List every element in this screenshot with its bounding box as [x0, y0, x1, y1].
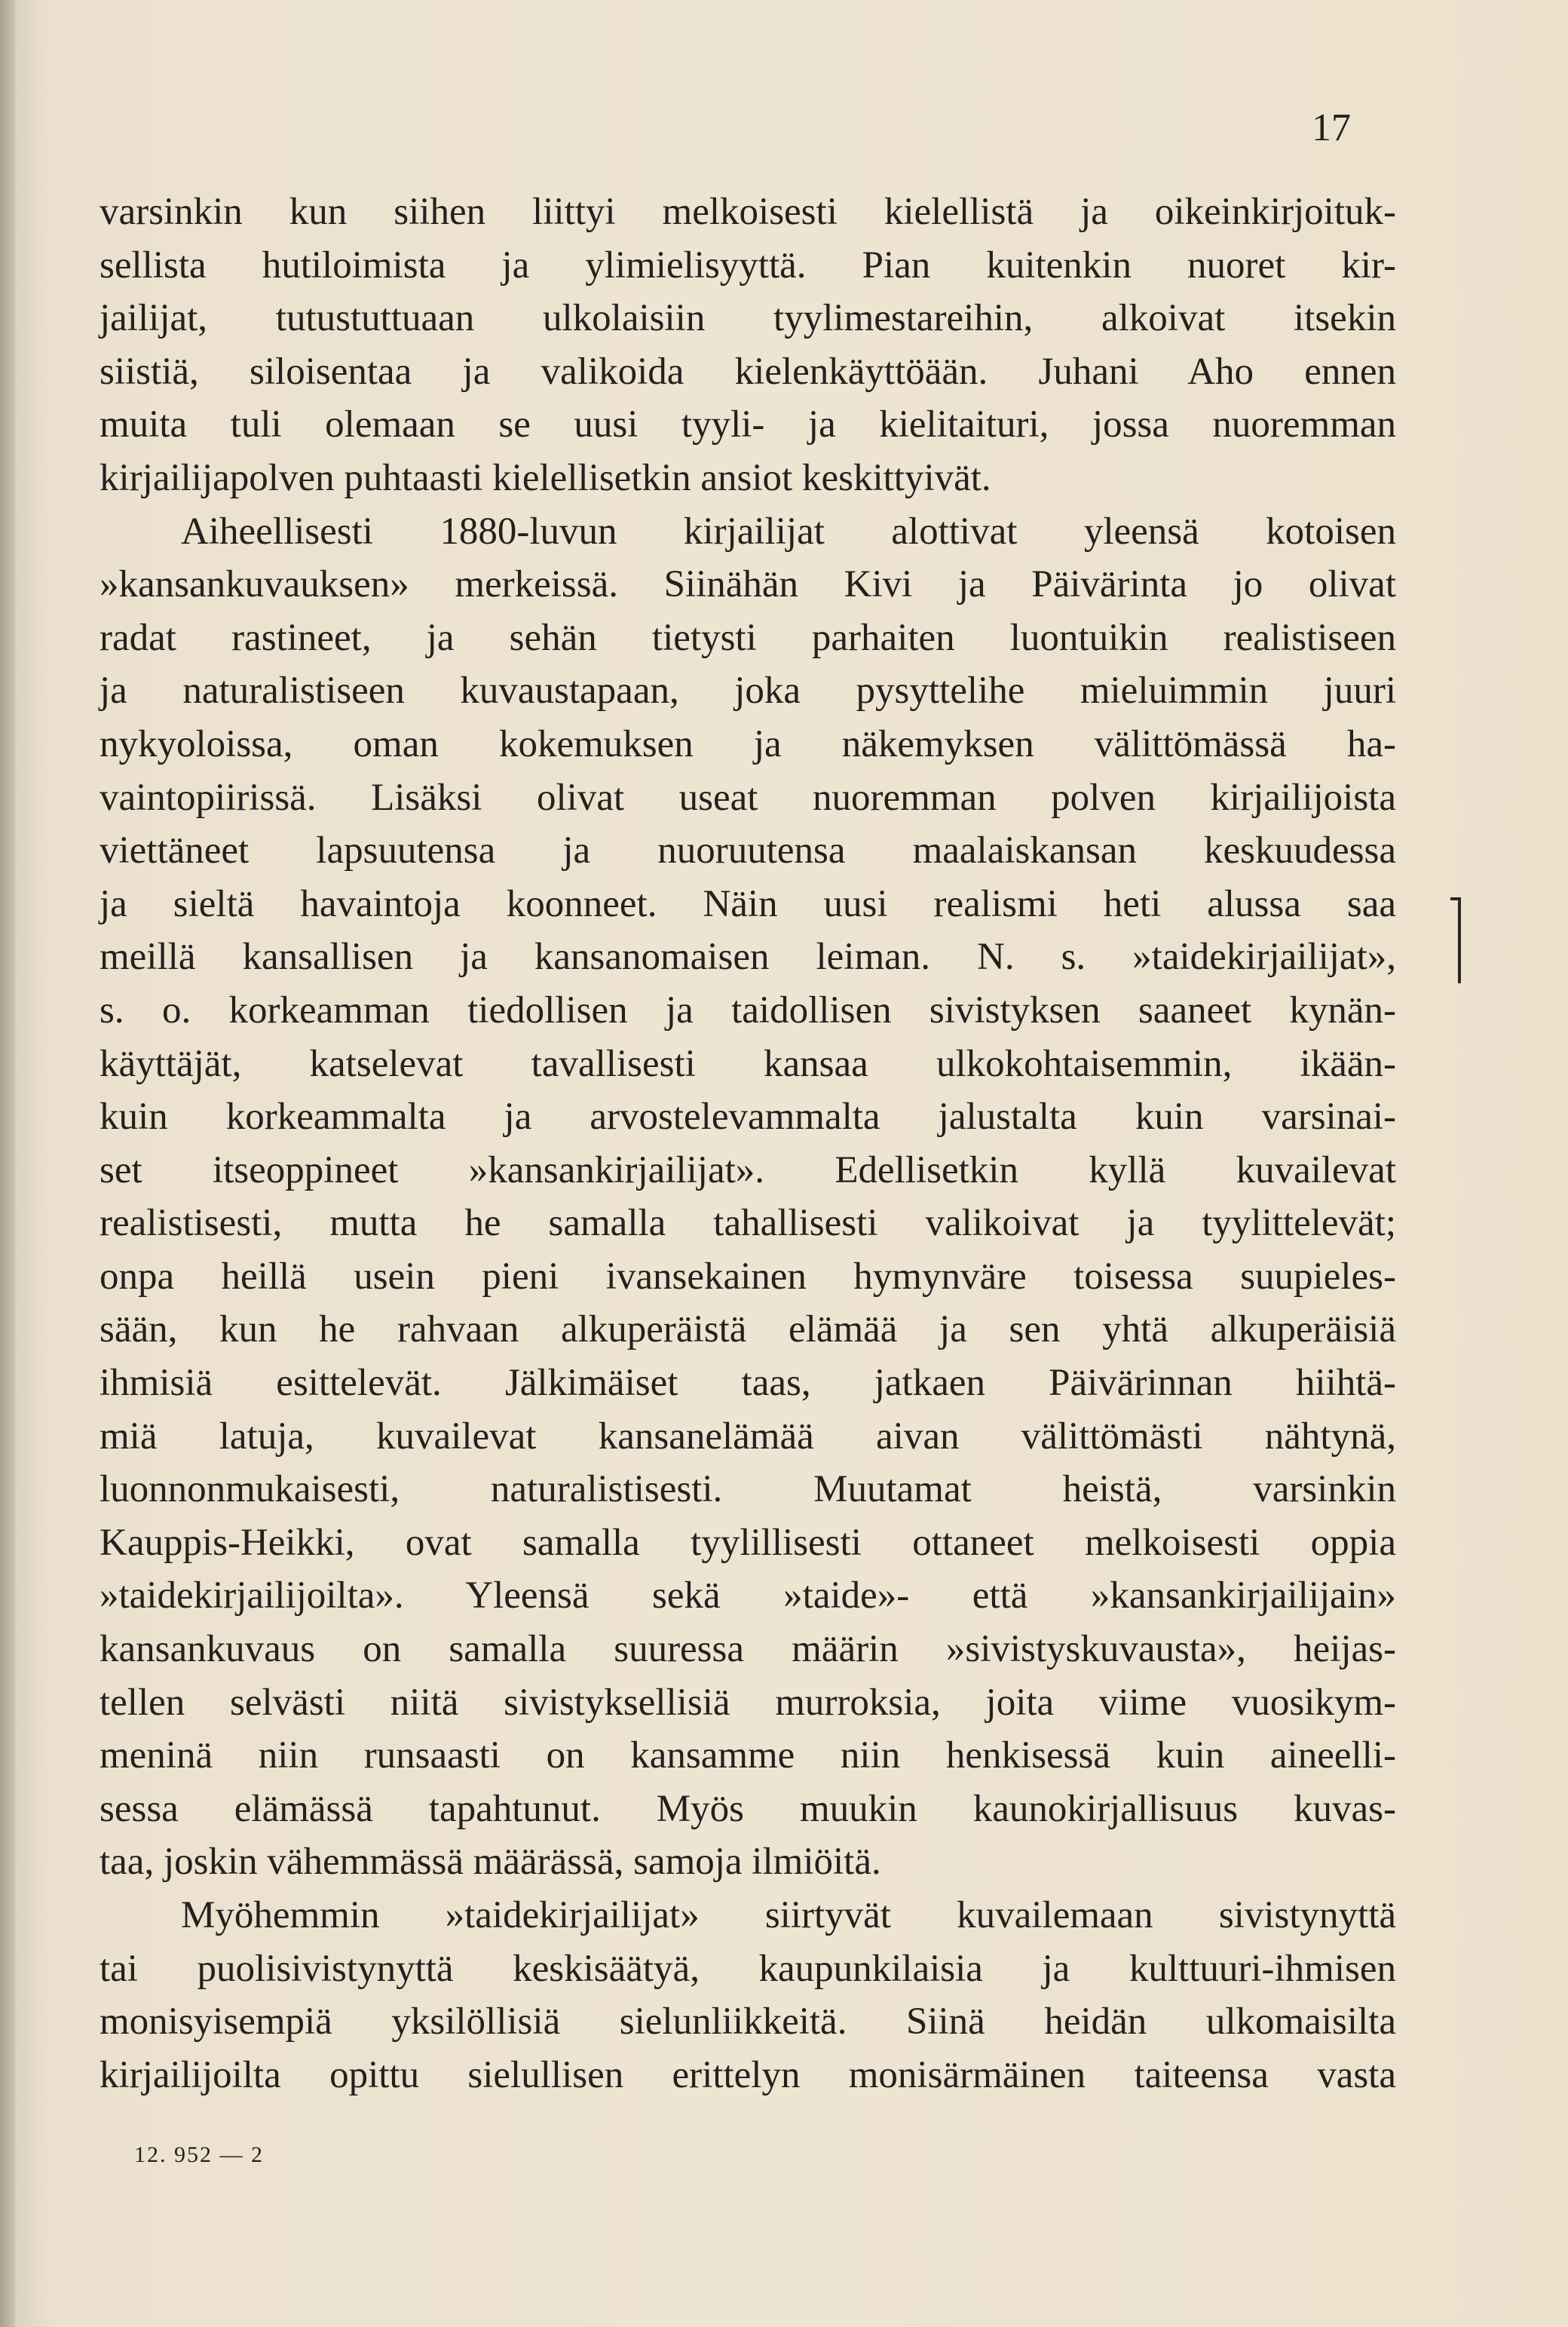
page-binding-edge	[0, 0, 15, 2327]
text-line: taa, joskin vähemmässä määrässä, samoja ilmiöitä.	[100, 1841, 881, 1884]
text-line: kirjailijapolven puhtaasti kielellisetkin ansiot keskittyivät.	[100, 456, 991, 499]
margin-bracket-mark	[1450, 897, 1461, 983]
text-line: s. o. korkeamman tiedollisen ja taidollisen sivistyksen saaneet kynän-	[100, 989, 1396, 1032]
text-line: siistiä, siloisentaa ja valikoida kielenkäyttöään. Juhani Aho ennen	[100, 350, 1396, 393]
text-line: kuin korkeammalta ja arvostelevammalta jalustalta kuin varsinai-	[100, 1096, 1396, 1139]
text-line: ihmisiä esittelevät. Jälkimäiset taas, jatkaen Päivärinnan hiihtä-	[100, 1362, 1396, 1405]
printer-signature-mark: 12. 952 — 2	[134, 2142, 264, 2167]
text-line: onpa heillä usein pieni ivansekainen hymynväre toisessa suupieles-	[100, 1255, 1396, 1298]
text-line: muita tuli olemaan se uusi tyyli- ja kielitaituri, jossa nuoremman	[100, 403, 1396, 446]
text-line: käyttäjät, katselevat tavallisesti kansaa ulkokohtaisemmin, ikään-	[100, 1042, 1396, 1085]
text-line: jailijat, tutustuttuaan ulkolaisiin tyylimestareihin, alkoivat itsekin	[100, 297, 1396, 340]
text-line: sään, kun he rahvaan alkuperäistä elämää ja sen yhtä alkuperäisiä	[100, 1308, 1396, 1351]
text-line: kansankuvaus on samalla suuressa määrin »sivistyskuvausta», heijas-	[100, 1628, 1396, 1671]
text-line: luonnonmukaisesti, naturalistisesti. Muutamat heistä, varsinkin	[100, 1468, 1396, 1511]
text-line: Kauppis-Heikki, ovat samalla tyylillisesti ottaneet melkoisesti oppia	[100, 1521, 1396, 1564]
text-line: meillä kansallisen ja kansanomaisen leiman. N. s. »taidekirjailijat»,	[100, 936, 1396, 979]
text-line: Myöhemmin »taidekirjailijat» siirtyvät kuvailemaan sivistynyttä	[181, 1894, 1396, 1936]
text-line: vaintopiirissä. Lisäksi olivat useat nuoremman polven kirjailijoista	[100, 776, 1396, 819]
text-line: radat rastineet, ja sehän tietysti parhaiten luontuikin realistiseen	[100, 616, 1396, 659]
text-line: varsinkin kun siihen liittyi melkoisesti kielellistä ja oikeinkirjoituk-	[100, 191, 1396, 233]
text-line: ja sieltä havaintoja koonneet. Näin uusi realismi heti alussa saa	[100, 882, 1396, 925]
page-number: 17	[1312, 106, 1351, 149]
body-text	[100, 185, 1396, 2102]
text-line: miä latuja, kuvailevat kansanelämää aivan välittömästi nähtynä,	[100, 1415, 1396, 1458]
text-line: »kansankuvauksen» merkeissä. Siinähän Kivi ja Päivärinta jo olivat	[100, 563, 1396, 606]
text-line: kirjailijoilta opittu sielullisen erittelyn monisärmäinen taiteensa vasta	[100, 2053, 1396, 2096]
text-line: »taidekirjailijoilta». Yleensä sekä »taide»- että »kansankirjailijain»	[100, 1574, 1396, 1617]
text-line: monisyisempiä yksilöllisiä sielunliikkeitä. Siinä heidän ulkomaisilta	[100, 2000, 1396, 2043]
text-line: Aiheellisesti 1880-luvun kirjailijat alottivat yleensä kotoisen	[181, 510, 1396, 553]
text-line: tellen selvästi niitä sivistyksellisiä murroksia, joita viime vuosikym-	[100, 1681, 1396, 1724]
text-line: ja naturalistiseen kuvaustapaan, joka pysyttelihe mieluimmin juuri	[100, 670, 1396, 713]
text-line: sessa elämässä tapahtunut. Myös muukin kaunokirjallisuus kuvas-	[100, 1787, 1396, 1830]
text-line: meninä niin runsaasti on kansamme niin henkisessä kuin aineelli-	[100, 1734, 1396, 1777]
text-line: tai puolisivistynyttä keskisäätyä, kaupunkilaisia ja kulttuuri-ihmisen	[100, 1947, 1396, 1990]
text-line: nykyoloissa, oman kokemuksen ja näkemyksen välittömässä ha-	[100, 722, 1396, 765]
text-line: viettäneet lapsuutensa ja nuoruutensa maalaiskansan keskuudessa	[100, 829, 1396, 872]
text-line: sellista hutiloimista ja ylimielisyyttä. Pian kuitenkin nuoret kir-	[100, 244, 1396, 287]
text-line: set itseoppineet »kansankirjailijat». Edellisetkin kyllä kuvailevat	[100, 1148, 1396, 1191]
text-line: realistisesti, mutta he samalla tahallisesti valikoivat ja tyylittelevät;	[100, 1202, 1396, 1245]
